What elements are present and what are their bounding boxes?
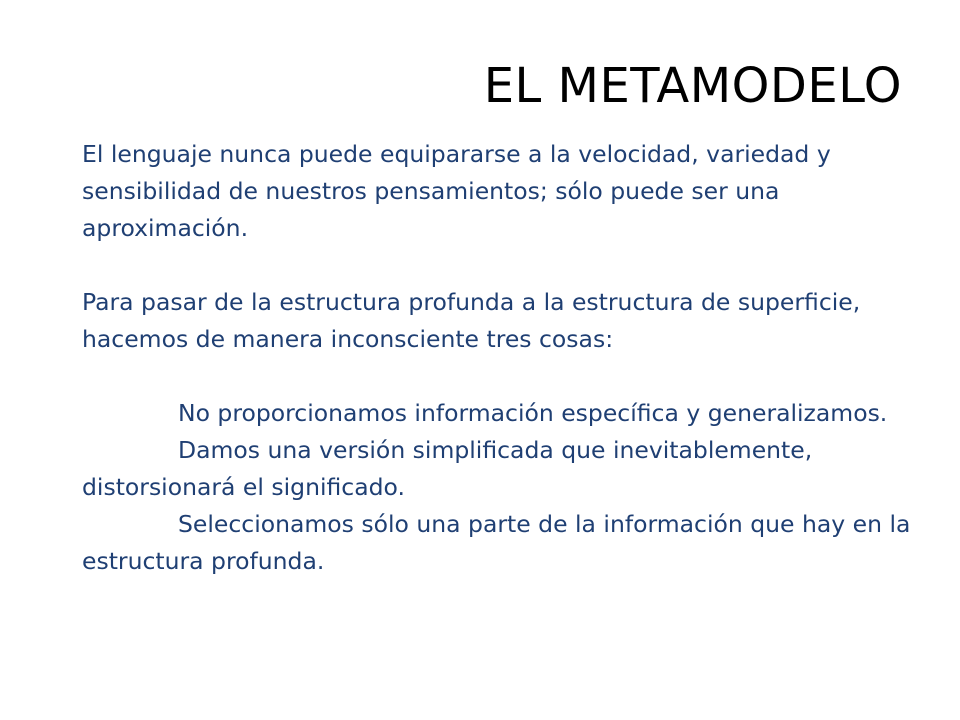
paragraph-structure: Para pasar de la estructura profunda a la estructura de superficie, hacemos de manera inconsciente tres cosas: — [82, 288, 861, 353]
list-item-delete — [82, 506, 912, 580]
list-item-generalize — [82, 395, 912, 432]
list-item-distort — [82, 432, 912, 506]
paragraph-spacer — [82, 358, 912, 395]
list-item-text: Seleccionamos sólo una parte de la información que hay en la estructura profunda. — [82, 510, 911, 575]
paragraph-language: El lenguaje nunca puede equipararse a la velocidad, variedad y sensibilidad de nuestros pensamientos; sólo puede ser una aproximación. — [82, 140, 831, 242]
slide-title: EL METAMODELO — [483, 58, 902, 114]
slide-body — [82, 136, 912, 580]
paragraph-spacer — [82, 247, 912, 284]
list-item-text: No proporcionamos información específica y generalizamos. — [178, 399, 888, 427]
list-item-text: Damos una versión simplificada que inevitablemente, distorsionará el significado. — [82, 436, 813, 501]
